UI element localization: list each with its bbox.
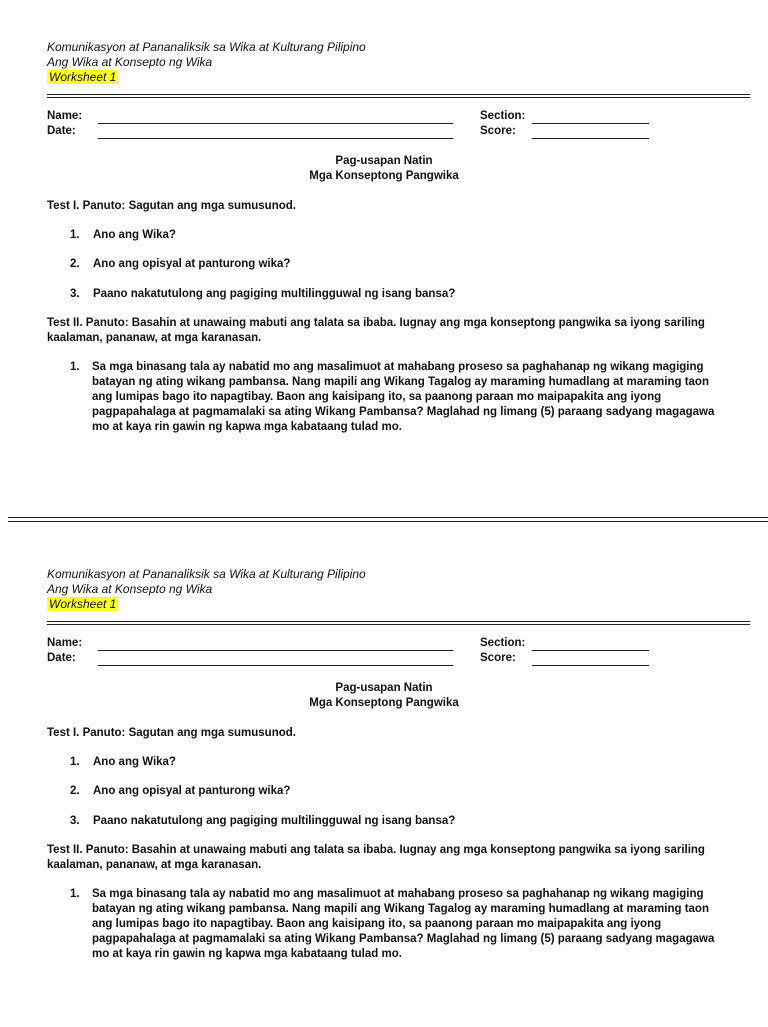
header-rule-bottom <box>47 97 750 98</box>
worksheet-label <box>47 70 118 85</box>
question-item <box>70 287 455 302</box>
section-field[interactable] <box>532 650 649 651</box>
section-subheading: Mga Konseptong Pangwika <box>309 697 459 709</box>
name-label: Name: <box>47 637 83 649</box>
question-number: 2. <box>70 258 80 270</box>
question-number: 1. <box>70 229 80 241</box>
test-1-instructions: Test I. Panuto: Sagutan ang mga sumusunod. <box>47 727 296 739</box>
page-divider-bottom <box>8 521 768 522</box>
question-text: Paano nakatutulong ang pagiging multilingguwal ng isang bansa? <box>93 815 456 827</box>
date-label: Date: <box>47 125 76 137</box>
date-field[interactable] <box>98 138 453 139</box>
score-label: Score: <box>480 652 516 664</box>
page-divider-top <box>8 517 768 518</box>
question-item <box>70 755 176 770</box>
worksheet-page-2 <box>0 527 768 1027</box>
score-field[interactable] <box>532 138 649 139</box>
question-number: 1. <box>70 756 80 768</box>
question-text: Ano ang opisyal at panturong wika? <box>93 258 291 270</box>
name-field[interactable] <box>98 123 453 124</box>
topic-title: Ang Wika at Konsepto ng Wika <box>47 55 213 69</box>
test-1-instructions: Test I. Panuto: Sagutan ang mga sumusunod. <box>47 200 296 212</box>
name-field[interactable] <box>98 650 453 651</box>
section-label: Section: <box>480 110 526 122</box>
question-item <box>70 814 455 829</box>
section-heading: Pag-usapan Natin <box>335 155 433 167</box>
question-text: Ano ang opisyal at panturong wika? <box>93 785 291 797</box>
worksheet-page-1 <box>0 0 768 500</box>
header-rule-bottom <box>47 624 750 625</box>
test-2-instructions: Test II. Panuto: Basahin at unawaing mabuti ang talata sa ibaba. Iugnay ang mga konseptong pangwika sa iyong sariling kaalaman, pananaw, at mga karanasan. <box>47 844 705 871</box>
section-subheading: Mga Konseptong Pangwika <box>309 170 459 182</box>
worksheet-highlight: Worksheet 1 <box>49 70 117 84</box>
score-label: Score: <box>480 125 516 137</box>
score-field[interactable] <box>532 665 649 666</box>
question-text: Paano nakatutulong ang pagiging multilingguwal ng isang bansa? <box>93 288 456 300</box>
section-label: Section: <box>480 637 526 649</box>
date-label: Date: <box>47 652 76 664</box>
date-field[interactable] <box>98 665 453 666</box>
question-text: Ano ang Wika? <box>93 756 176 768</box>
header-rule-top <box>47 621 750 622</box>
question-item <box>70 257 290 272</box>
question-item <box>70 784 290 799</box>
question-number: 3. <box>70 288 80 300</box>
topic-title: Ang Wika at Konsepto ng Wika <box>47 582 213 596</box>
section-field[interactable] <box>532 123 649 124</box>
course-title: Komunikasyon at Pananaliksik sa Wika at Kulturang Pilipino <box>47 567 366 581</box>
essay-prompt: Sa mga binasang tala ay nabatid mo ang masalimuot at mahabang proseso sa paghahanap ng wikang magiging batayan ng ating wikang pambansa. Nang mapili ang Wikang Tagalog ay maraming humadlang at maraming taon ang lumipas bago ito napagtibay. Baon ang kaisipang ito, sa paanong paraan mo maipapakita ang iyong pagpapahalaga at pagmamalaki sa ating Wikang Pambansa? Maglahad ng limang (5) paraang sadyang magagawa mo at kaya rin gawin ng kapwa mga kabataang tulad mo. <box>92 888 715 960</box>
essay-item <box>70 360 730 435</box>
worksheet-label <box>47 597 118 612</box>
question-item <box>70 228 176 243</box>
essay-item <box>70 887 730 962</box>
question-text: Ano ang Wika? <box>93 229 176 241</box>
worksheet-highlight: Worksheet 1 <box>49 597 117 611</box>
essay-prompt: Sa mga binasang tala ay nabatid mo ang masalimuot at mahabang proseso sa paghahanap ng wikang magiging batayan ng ating wikang pambansa. Nang mapili ang Wikang Tagalog ay maraming humadlang at maraming taon ang lumipas bago ito napagtibay. Baon ang kaisipang ito, sa paanong paraan mo maipapakita ang iyong pagpapahalaga at pagmamalaki sa ating Wikang Pambansa? Maglahad ng limang (5) paraang sadyang magagawa mo at kaya rin gawin ng kapwa mga kabataang tulad mo. <box>92 361 715 433</box>
question-number: 3. <box>70 815 80 827</box>
question-number: 2. <box>70 785 80 797</box>
essay-number: 1. <box>70 888 80 900</box>
name-label: Name: <box>47 110 83 122</box>
essay-number: 1. <box>70 361 80 373</box>
header-rule-top <box>47 94 750 95</box>
course-title: Komunikasyon at Pananaliksik sa Wika at Kulturang Pilipino <box>47 40 366 54</box>
section-heading: Pag-usapan Natin <box>335 682 433 694</box>
test-2-instructions: Test II. Panuto: Basahin at unawaing mabuti ang talata sa ibaba. Iugnay ang mga konseptong pangwika sa iyong sariling kaalaman, pananaw, at mga karanasan. <box>47 317 705 344</box>
